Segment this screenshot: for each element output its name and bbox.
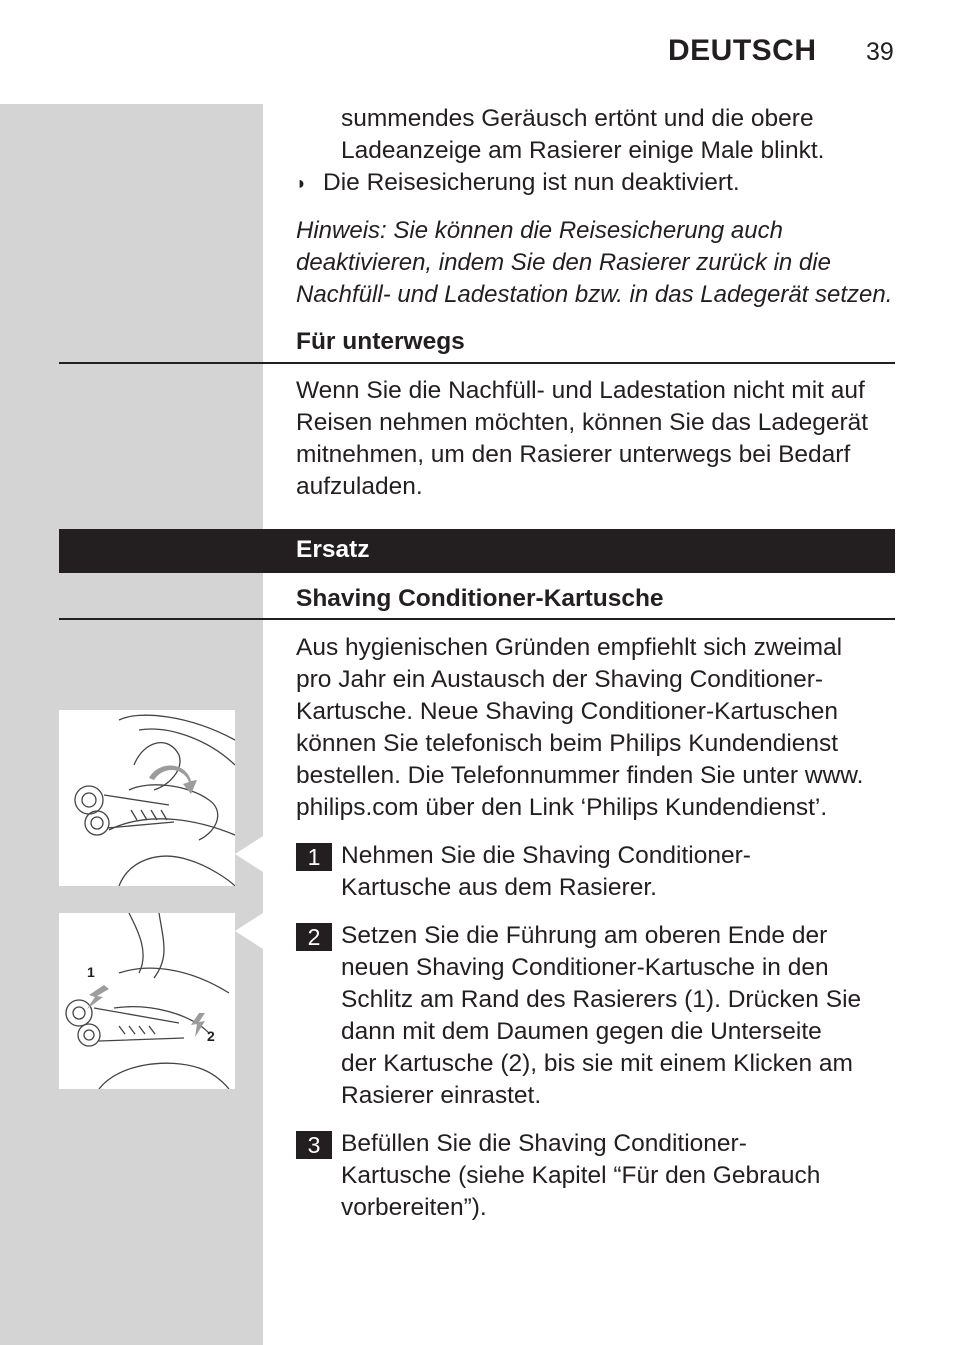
section-title: Ersatz: [296, 536, 370, 563]
step-number-2: 2: [296, 923, 332, 951]
paragraph-line: Kartusche. Neue Shaving Conditioner-Kartuschen: [296, 698, 839, 725]
paragraph-line: können Sie telefonisch beim Philips Kundendienst: [296, 730, 839, 757]
step-line: vorbereiten”).: [341, 1194, 487, 1221]
step-line: Setzen Sie die Führung am oberen Ende der: [341, 922, 828, 949]
paragraph-line: pro Jahr ein Austausch der Shaving Conditioner-: [296, 666, 824, 693]
paragraph-line: bestellen. Die Telefonnummer finden Sie unter www.: [296, 762, 864, 789]
cartridge-paragraph: [296, 632, 863, 824]
paragraph-line: philips.com über den Link ‘Philips Kundendienst’.: [296, 794, 828, 821]
result-text: Die Reisesicherung ist nun deaktiviert.: [323, 169, 740, 196]
language-header: DEUTSCH: [668, 34, 817, 67]
note-line: deaktivieren, indem Sie den Rasierer zurück in die: [296, 249, 831, 276]
step-line: Nehmen Sie die Shaving Conditioner-: [341, 842, 751, 869]
heading-rule: [59, 362, 895, 364]
cartridge-heading: Shaving Conditioner-Kartusche: [296, 585, 664, 612]
figure-label-1: 1: [87, 964, 95, 980]
note-text: [296, 215, 892, 311]
continuation-line: summendes Geräusch ertönt und die obere: [341, 105, 814, 132]
result-bullet-icon: ◗: [296, 173, 307, 193]
step-line: Kartusche aus dem Rasierer.: [341, 874, 657, 901]
paragraph-line: Wenn Sie die Nachfüll- und Ladestation nicht mit auf: [296, 377, 865, 404]
heading-rule: [59, 618, 895, 620]
hand-shaver-illustration: [59, 710, 235, 886]
paragraph-line: aufzuladen.: [296, 473, 423, 500]
step-line: Rasierer einrastet.: [341, 1082, 542, 1109]
step-line: Schlitz am Rand des Rasierers (1). Drücken Sie: [341, 986, 862, 1013]
step-text-3: [341, 1128, 820, 1224]
note-line: Hinweis: Sie können die Reisesicherung auch: [296, 217, 783, 244]
hand-shaver-illustration: [59, 913, 235, 1089]
continuation-text: [341, 103, 824, 167]
step-line: Befüllen Sie die Shaving Conditioner-: [341, 1130, 747, 1157]
step-line: Kartusche (siehe Kapitel “Für den Gebrauch: [341, 1162, 821, 1189]
note-line: Nachfüll- und Ladestation bzw. in das Ladegerät setzen.: [296, 281, 893, 308]
figure-label-2: 2: [207, 1028, 215, 1044]
illustration-remove-cartridge: [59, 710, 235, 886]
figure-pointer: [235, 836, 263, 872]
paragraph-line: Reisen nehmen möchten, können Sie das Ladegerät: [296, 409, 869, 436]
continuation-line: Ladeanzeige am Rasierer einige Male blinkt.: [341, 137, 825, 164]
step-number-3: 3: [296, 1131, 332, 1159]
step-text-2: [341, 920, 861, 1112]
figure-pointer: [235, 913, 263, 949]
step-line: neuen Shaving Conditioner-Kartusche in den: [341, 954, 829, 981]
travel-heading: Für unterwegs: [296, 328, 465, 355]
step-line: dann mit dem Daumen gegen die Unterseite: [341, 1018, 822, 1045]
section-title-bar: [59, 529, 895, 573]
page-number: 39: [866, 38, 894, 66]
step-number-1: 1: [296, 843, 332, 871]
paragraph-line: Aus hygienischen Gründen empfiehlt sich zweimal: [296, 634, 843, 661]
step-text-1: [341, 840, 751, 904]
travel-paragraph: [296, 375, 868, 503]
illustration-insert-cartridge: [59, 913, 235, 1089]
step-line: der Kartusche (2), bis sie mit einem Klicken am: [341, 1050, 853, 1077]
paragraph-line: mitnehmen, um den Rasierer unterwegs bei Bedarf: [296, 441, 851, 468]
